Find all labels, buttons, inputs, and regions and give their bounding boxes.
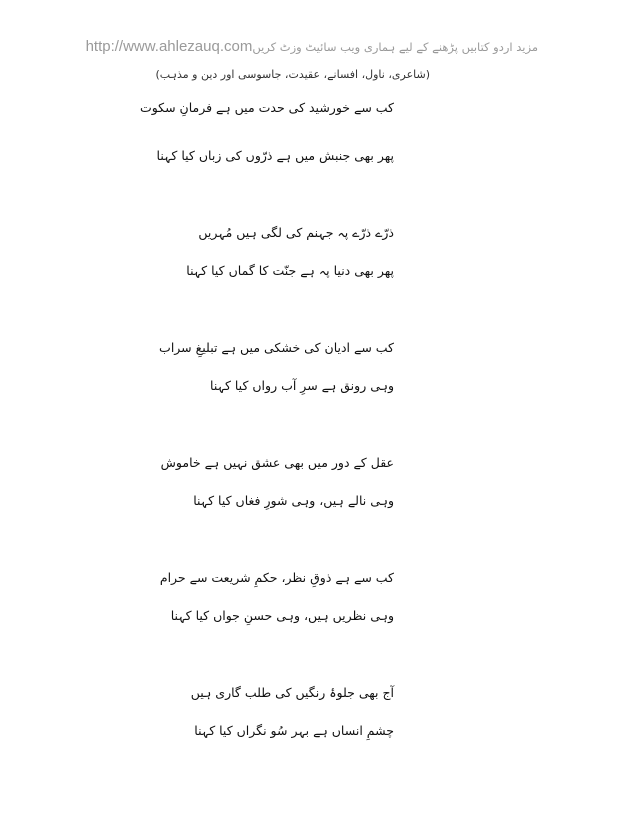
stanza-3-line-1: کب سے ادیان کی خشکی میں ہے تبلیغِ سراب [159, 340, 394, 355]
site-url-link[interactable]: http://www.ahlezauq.com [85, 38, 253, 55]
stanza-5-line-1: کب سے ہے ذوقِ نظر، حکمِ شریعت سے حرام [159, 570, 394, 585]
stanza-6-line-1: آج بھی جلوۂ رنگیں کی طلب گاری ہیں [190, 685, 394, 700]
site-header [18, 38, 538, 55]
stanza-1-line-1: کب سے خورشید کی حدت میں ہے فرمانِ سکوت [139, 100, 394, 115]
stanza-2-line-2: پھر بھی دنیا پہ ہے جنّت کا گماں کیا کہنا [186, 263, 394, 278]
stanza-4-line-2: وہی نالے ہیں، وہی شورِ فغاں کیا کہنا [193, 493, 394, 508]
stanza-4-line-1: عقل کے دور میں بھی عشق نہیں ہے خاموش [160, 455, 394, 470]
site-promo-text: مزید اردو کتابیں پڑھنے کے لیے ہماری ویب سائیٹ وزٹ کریں [252, 40, 538, 54]
stanza-2-line-1: ذرّے ذرّے پہ جہنم کی لگی ہیں مُہریں [198, 225, 394, 240]
stanza-5-line-2: وہی نظریں ہیں، وہی حسنِ جواں کیا کہنا [170, 608, 394, 623]
stanza-3-line-2: وہی رونق ہے سرِ آب رواں کیا کہنا [210, 378, 394, 393]
site-categories: (شاعری، ناول، افسانے، عقیدت، جاسوسی اور دین و مذہب) [155, 68, 430, 81]
stanza-6-line-2: چشمِ انساں ہے بہر سُو نگراں کیا کہنا [194, 723, 394, 738]
stanza-1-line-2: پھر بھی جنبش میں ہے ذرّوں کی زباں کیا کہنا [156, 148, 394, 163]
